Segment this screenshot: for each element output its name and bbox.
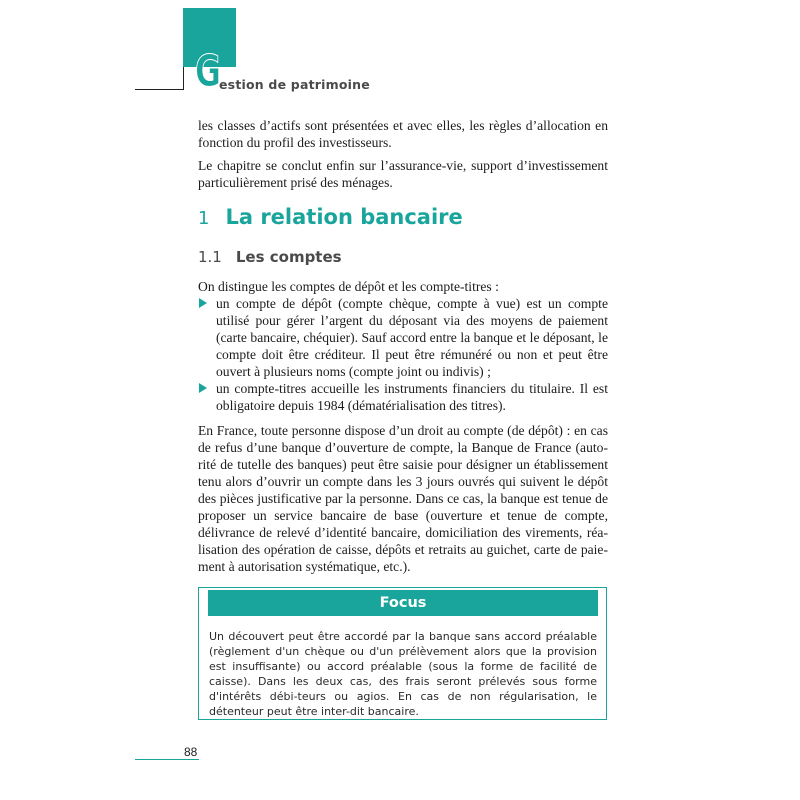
focus-title: Focus bbox=[208, 590, 598, 616]
header-rule bbox=[135, 89, 184, 90]
list-item-text: un compte de dépôt (compte chèque, compte à vue) est un compte utilisé pour gérer l’argent du déposant via des moyens de paiement (carte bancaire, chéquier). Sauf accord entre la banque et le déposant, le compte doit être créditeur. Il peut être rémunéré ou non et peut être ouvert à plusieurs noms (compte joint ou indivis) ; bbox=[216, 296, 608, 379]
section-title: La relation bancaire bbox=[225, 205, 463, 229]
triangle-bullet-icon bbox=[199, 383, 207, 393]
section-heading bbox=[198, 205, 463, 229]
subsection-title: Les comptes bbox=[235, 248, 342, 266]
page-number: 88 bbox=[184, 745, 198, 759]
paragraph: On distingue les comptes de dépôt et les compte-titres : bbox=[198, 279, 499, 294]
list-item-text: un compte-titres accueille les instruments financiers du titulaire. Il est obligatoire depuis 1984 (dématérialisation des titres). bbox=[216, 381, 608, 413]
running-header-title: estion de patrimoine bbox=[219, 77, 370, 92]
paragraph: En France, toute personne dispose d’un droit au compte (de dépôt) : en cas de refus d’une banque d’ouverture de compte, la Banque de France (auto-rité de tutelle des banques) peut être saisie pour désigner un établissement tenu alors d’ouvrir un compte dans les 3 jours ouvrés qui suivent le dépôt des pièces justificative par la personne. Dans ce cas, la banque est tenue de proposer un service bancaire de base (ouverture et tenue de compte, délivrance de relevé d’identité bancaire, domiciliation des virements, réa-lisation des opération de caisse, dépôts et retraits au guichet, carte de paie-ment à autorisation systématique, etc.). bbox=[198, 423, 608, 574]
subsection-number: 1.1 bbox=[198, 248, 222, 266]
focus-text: Un découvert peut être accordé par la banque sans accord préalable (règlement d'un chèque ou d'un prélèvement alors que la provision est insuffisante) ou accord préalable (sous la forme de facilité de caisse). Dans les deux cas, des frais seront prélevés sous forme d'intérêts débi-teurs ou agios. En cas de non régularisation, le détenteur peut être inter-dit bancaire. bbox=[209, 630, 597, 718]
paragraph: Le chapitre se conclut enfin sur l’assurance-vie, support d’investissement particulièrement prisé des ménages. bbox=[198, 158, 608, 190]
triangle-bullet-icon bbox=[199, 298, 207, 308]
bullet-list bbox=[198, 295, 608, 414]
subsection-heading bbox=[198, 247, 342, 266]
focus-box bbox=[198, 587, 607, 720]
list-item bbox=[198, 380, 608, 414]
section-number: 1 bbox=[198, 208, 210, 229]
header-drop-initial: G bbox=[195, 46, 222, 97]
header-rule-vertical bbox=[183, 67, 184, 90]
footer-rule bbox=[135, 759, 199, 760]
paragraph: les classes d’actifs sont présentées et avec elles, les règles d’allocation en fonction du profil des investisseurs. bbox=[198, 118, 608, 150]
list-item bbox=[198, 295, 608, 380]
